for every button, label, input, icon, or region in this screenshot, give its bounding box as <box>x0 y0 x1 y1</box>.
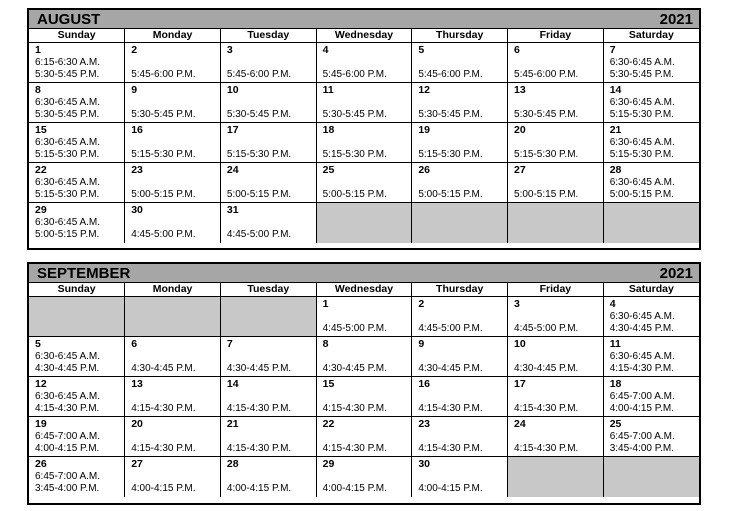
weekday-saturday: Saturday <box>603 283 699 297</box>
day-cell <box>412 83 508 123</box>
evening-time: 5:15-5:30 P.M. <box>322 149 387 160</box>
evening-time: 5:00-5:15 P.M. <box>226 189 292 200</box>
morning-time: 6:30-6:45 A.M. <box>35 391 101 402</box>
day-cell <box>603 337 699 377</box>
day-number: 9 <box>418 338 425 350</box>
morning-time: 6:30-6:45 A.M. <box>35 217 101 228</box>
weekday-row <box>29 283 699 297</box>
day-number: 22 <box>322 418 335 430</box>
day-number: 10 <box>514 338 526 350</box>
evening-time: 5:00-5:15 P.M. <box>131 189 196 200</box>
day-number: 15 <box>35 124 47 136</box>
day-number: 2 <box>418 298 425 310</box>
month-title: AUGUST <box>37 10 101 28</box>
evening-time: 5:15-5:30 P.M. <box>35 149 100 160</box>
day-number: 1 <box>35 44 41 56</box>
evening-time: 5:30-5:45 P.M. <box>226 109 292 120</box>
day-cell <box>603 297 699 337</box>
morning-time: 6:45-7:00 A.M. <box>609 391 675 402</box>
empty-day-cell <box>220 297 316 337</box>
weekday-monday: Monday <box>125 29 221 43</box>
day-cell <box>29 457 125 497</box>
day-number: 14 <box>609 84 622 96</box>
day-number: 20 <box>514 124 526 136</box>
day-number: 1 <box>322 298 329 310</box>
day-number: 31 <box>226 204 239 216</box>
morning-time: 6:30-6:45 A.M. <box>609 137 675 148</box>
evening-time: 4:45-5:00 P.M. <box>322 323 387 334</box>
evening-time: 4:15-4:30 P.M. <box>226 403 292 414</box>
evening-time: 5:15-5:30 P.M. <box>418 149 483 160</box>
evening-time: 4:15-4:30 P.M. <box>514 403 579 414</box>
evening-time: 4:15-4:30 P.M. <box>514 443 579 454</box>
empty-day-cell <box>412 203 508 243</box>
evening-time: 4:15-4:30 P.M. <box>609 363 675 374</box>
day-number: 15 <box>322 378 335 390</box>
day-cell <box>603 377 699 417</box>
day-number: 29 <box>322 458 335 470</box>
day-cell <box>316 163 412 203</box>
day-number: 16 <box>418 378 430 390</box>
empty-day-cell <box>125 297 221 337</box>
september-weeks <box>29 297 699 497</box>
day-number: 27 <box>514 164 526 176</box>
day-number: 30 <box>131 204 143 216</box>
day-cell <box>316 417 412 457</box>
morning-time: 6:45-7:00 A.M. <box>35 471 101 482</box>
day-cell <box>412 337 508 377</box>
weekday-wednesday: Wednesday <box>316 283 412 297</box>
evening-time: 4:45-5:00 P.M. <box>514 323 579 334</box>
day-number: 5 <box>35 338 41 350</box>
day-number: 23 <box>131 164 143 176</box>
evening-time: 3:45-4:00 P.M. <box>35 483 100 494</box>
day-number: 26 <box>35 458 47 470</box>
august-grid <box>29 29 699 243</box>
week-row <box>29 417 699 457</box>
day-number: 23 <box>418 418 430 430</box>
evening-time: 5:00-5:15 P.M. <box>609 189 675 200</box>
day-number: 17 <box>226 124 239 136</box>
evening-time: 5:15-5:30 P.M. <box>609 109 675 120</box>
day-number: 25 <box>609 418 622 430</box>
evening-time: 5:00-5:15 P.M. <box>418 189 483 200</box>
day-number: 24 <box>514 418 526 430</box>
day-number: 17 <box>514 378 526 390</box>
weekday-friday: Friday <box>508 29 604 43</box>
evening-time: 4:45-5:00 P.M. <box>226 229 292 240</box>
weekday-thursday: Thursday <box>412 283 508 297</box>
day-cell <box>316 457 412 497</box>
day-number: 30 <box>418 458 430 470</box>
day-cell <box>29 83 125 123</box>
day-cell <box>316 377 412 417</box>
day-number: 14 <box>226 378 239 390</box>
evening-time: 5:15-5:30 P.M. <box>514 149 579 160</box>
evening-time: 4:30-4:45 P.M. <box>131 363 196 374</box>
day-cell <box>125 163 221 203</box>
week-row <box>29 43 699 83</box>
week-row <box>29 203 699 243</box>
evening-time: 4:15-4:30 P.M. <box>131 403 196 414</box>
day-cell <box>316 297 412 337</box>
evening-time: 5:00-5:15 P.M. <box>514 189 579 200</box>
weekday-monday: Monday <box>125 283 221 297</box>
august-weeks <box>29 43 699 243</box>
evening-time: 5:30-5:45 P.M. <box>35 109 100 120</box>
morning-time: 6:30-6:45 A.M. <box>609 97 675 108</box>
evening-time: 5:45-6:00 P.M. <box>514 69 579 80</box>
day-cell <box>125 43 221 83</box>
day-cell <box>412 417 508 457</box>
evening-time: 4:15-4:30 P.M. <box>226 443 292 454</box>
day-number: 19 <box>35 418 47 430</box>
day-number: 12 <box>418 84 430 96</box>
morning-time: 6:30-6:45 A.M. <box>609 351 675 362</box>
day-cell <box>508 123 604 163</box>
day-cell <box>603 83 699 123</box>
evening-time: 4:15-4:30 P.M. <box>418 403 483 414</box>
september-header <box>29 264 699 283</box>
day-number: 28 <box>226 458 239 470</box>
empty-day-cell <box>29 297 125 337</box>
evening-time: 4:15-4:30 P.M. <box>322 443 387 454</box>
day-number: 29 <box>35 204 47 216</box>
day-cell <box>508 163 604 203</box>
day-cell <box>125 337 221 377</box>
weekday-saturday: Saturday <box>603 29 699 43</box>
week-row <box>29 163 699 203</box>
day-number: 13 <box>131 378 143 390</box>
day-cell <box>412 163 508 203</box>
day-number: 24 <box>226 164 239 176</box>
day-number: 16 <box>131 124 143 136</box>
day-number: 18 <box>322 124 335 136</box>
week-row <box>29 337 699 377</box>
evening-time: 5:30-5:45 P.M. <box>418 109 483 120</box>
day-cell <box>125 377 221 417</box>
day-cell <box>220 417 316 457</box>
evening-time: 4:00-4:15 P.M. <box>322 483 387 494</box>
morning-time: 6:45-7:00 A.M. <box>609 431 675 442</box>
evening-time: 4:30-4:45 P.M. <box>418 363 483 374</box>
evening-time: 5:15-5:30 P.M. <box>226 149 292 160</box>
day-cell <box>316 123 412 163</box>
morning-time: 6:30-6:45 A.M. <box>35 351 101 362</box>
evening-time: 4:45-5:00 P.M. <box>131 229 196 240</box>
day-cell <box>29 163 125 203</box>
evening-time: 5:45-6:00 P.M. <box>226 69 292 80</box>
evening-time: 5:15-5:30 P.M. <box>35 189 100 200</box>
day-cell <box>603 43 699 83</box>
day-number: 22 <box>35 164 47 176</box>
evening-time: 5:00-5:15 P.M. <box>322 189 387 200</box>
day-number: 27 <box>131 458 143 470</box>
weekday-sunday: Sunday <box>29 29 125 43</box>
august-header <box>29 10 699 29</box>
weekday-wednesday: Wednesday <box>316 29 412 43</box>
morning-time: 6:30-6:45 A.M. <box>35 97 101 108</box>
week-row <box>29 83 699 123</box>
day-cell <box>316 83 412 123</box>
day-cell <box>29 43 125 83</box>
evening-time: 4:30-4:45 P.M. <box>35 363 100 374</box>
evening-time: 4:30-4:45 P.M. <box>609 323 675 334</box>
day-number: 12 <box>35 378 47 390</box>
day-cell <box>220 377 316 417</box>
evening-time: 4:00-4:15 P.M. <box>418 483 483 494</box>
evening-time: 5:30-5:45 P.M. <box>322 109 387 120</box>
evening-time: 4:30-4:45 P.M. <box>514 363 579 374</box>
day-cell <box>508 417 604 457</box>
empty-day-cell <box>603 203 699 243</box>
day-cell <box>603 123 699 163</box>
year-label: 2021 <box>659 264 693 282</box>
evening-time: 4:00-4:15 P.M. <box>226 483 292 494</box>
evening-time: 5:15-5:30 P.M. <box>609 149 675 160</box>
year-label: 2021 <box>659 10 693 28</box>
day-number: 11 <box>609 338 621 350</box>
evening-time: 5:15-5:30 P.M. <box>131 149 196 160</box>
day-cell <box>29 377 125 417</box>
day-cell <box>508 83 604 123</box>
evening-time: 4:15-4:30 P.M. <box>131 443 196 454</box>
weekday-sunday: Sunday <box>29 283 125 297</box>
weekday-tuesday: Tuesday <box>220 29 316 43</box>
evening-time: 3:45-4:00 P.M. <box>609 443 675 454</box>
day-cell <box>220 123 316 163</box>
week-row <box>29 377 699 417</box>
day-cell <box>508 377 604 417</box>
day-cell <box>125 203 221 243</box>
september-grid <box>29 283 699 497</box>
day-cell <box>29 417 125 457</box>
day-number: 20 <box>131 418 143 430</box>
morning-time: 6:30-6:45 A.M. <box>609 177 675 188</box>
day-number: 18 <box>609 378 622 390</box>
weekday-thursday: Thursday <box>412 29 508 43</box>
morning-time: 6:30-6:45 A.M. <box>609 311 675 322</box>
day-number: 13 <box>514 84 526 96</box>
day-cell <box>220 457 316 497</box>
evening-time: 5:45-6:00 P.M. <box>418 69 483 80</box>
evening-time: 4:15-4:30 P.M. <box>35 403 100 414</box>
september-calendar <box>27 262 701 505</box>
evening-time: 5:00-5:15 P.M. <box>35 229 100 240</box>
day-cell <box>29 203 125 243</box>
day-cell <box>508 337 604 377</box>
day-number: 9 <box>131 84 138 96</box>
evening-time: 5:45-6:00 P.M. <box>131 69 196 80</box>
evening-time: 4:30-4:45 P.M. <box>322 363 387 374</box>
day-number: 21 <box>609 124 622 136</box>
day-cell <box>316 337 412 377</box>
day-number: 7 <box>226 338 233 350</box>
empty-day-cell <box>316 203 412 243</box>
day-cell <box>220 337 316 377</box>
day-number: 26 <box>418 164 430 176</box>
weekday-tuesday: Tuesday <box>220 283 316 297</box>
morning-time: 6:15-6:30 A.M. <box>35 57 101 68</box>
day-number: 6 <box>131 338 138 350</box>
weekday-friday: Friday <box>508 283 604 297</box>
day-cell <box>220 83 316 123</box>
day-number: 7 <box>609 44 616 56</box>
day-number: 8 <box>35 84 41 96</box>
day-number: 21 <box>226 418 239 430</box>
week-row <box>29 457 699 497</box>
evening-time: 5:30-5:45 P.M. <box>35 69 100 80</box>
day-number: 28 <box>609 164 622 176</box>
day-cell <box>220 163 316 203</box>
empty-day-cell <box>603 457 699 497</box>
evening-time: 4:45-5:00 P.M. <box>418 323 483 334</box>
day-cell <box>29 337 125 377</box>
day-cell <box>412 123 508 163</box>
day-number: 5 <box>418 44 425 56</box>
weekday-row <box>29 29 699 43</box>
day-cell <box>29 123 125 163</box>
morning-time: 6:30-6:45 A.M. <box>35 177 101 188</box>
empty-day-cell <box>508 457 604 497</box>
august-calendar <box>27 8 701 250</box>
day-number: 8 <box>322 338 329 350</box>
week-row <box>29 297 699 337</box>
evening-time: 5:30-5:45 P.M. <box>131 109 196 120</box>
evening-time: 5:45-6:00 P.M. <box>322 69 387 80</box>
empty-day-cell <box>508 203 604 243</box>
day-cell <box>412 297 508 337</box>
day-cell <box>508 297 604 337</box>
day-number: 10 <box>226 84 239 96</box>
day-number: 3 <box>514 298 520 310</box>
evening-time: 4:15-4:30 P.M. <box>322 403 387 414</box>
evening-time: 5:30-5:45 P.M. <box>609 69 675 80</box>
day-number: 6 <box>514 44 520 56</box>
day-cell <box>412 43 508 83</box>
day-number: 25 <box>322 164 335 176</box>
day-cell <box>220 43 316 83</box>
morning-time: 6:30-6:45 A.M. <box>609 57 675 68</box>
evening-time: 4:15-4:30 P.M. <box>418 443 483 454</box>
day-cell <box>316 43 412 83</box>
morning-time: 6:30-6:45 A.M. <box>35 137 101 148</box>
evening-time: 4:30-4:45 P.M. <box>226 363 292 374</box>
day-number: 4 <box>609 298 616 310</box>
day-number: 3 <box>226 44 233 56</box>
day-number: 19 <box>418 124 430 136</box>
evening-time: 4:00-4:15 P.M. <box>609 403 675 414</box>
week-row <box>29 123 699 163</box>
morning-time: 6:45-7:00 A.M. <box>35 431 101 442</box>
evening-time: 5:30-5:45 P.M. <box>514 109 579 120</box>
day-number: 2 <box>131 44 138 56</box>
day-cell <box>412 457 508 497</box>
evening-time: 4:00-4:15 P.M. <box>131 483 196 494</box>
day-cell <box>220 203 316 243</box>
day-cell <box>412 377 508 417</box>
day-cell <box>125 123 221 163</box>
day-cell <box>125 457 221 497</box>
day-number: 4 <box>322 44 329 56</box>
month-title: SEPTEMBER <box>37 264 131 282</box>
day-cell <box>508 43 604 83</box>
day-cell <box>603 417 699 457</box>
day-number: 11 <box>322 84 334 96</box>
day-cell <box>603 163 699 203</box>
evening-time: 4:00-4:15 P.M. <box>35 443 100 454</box>
day-cell <box>125 83 221 123</box>
day-cell <box>125 417 221 457</box>
